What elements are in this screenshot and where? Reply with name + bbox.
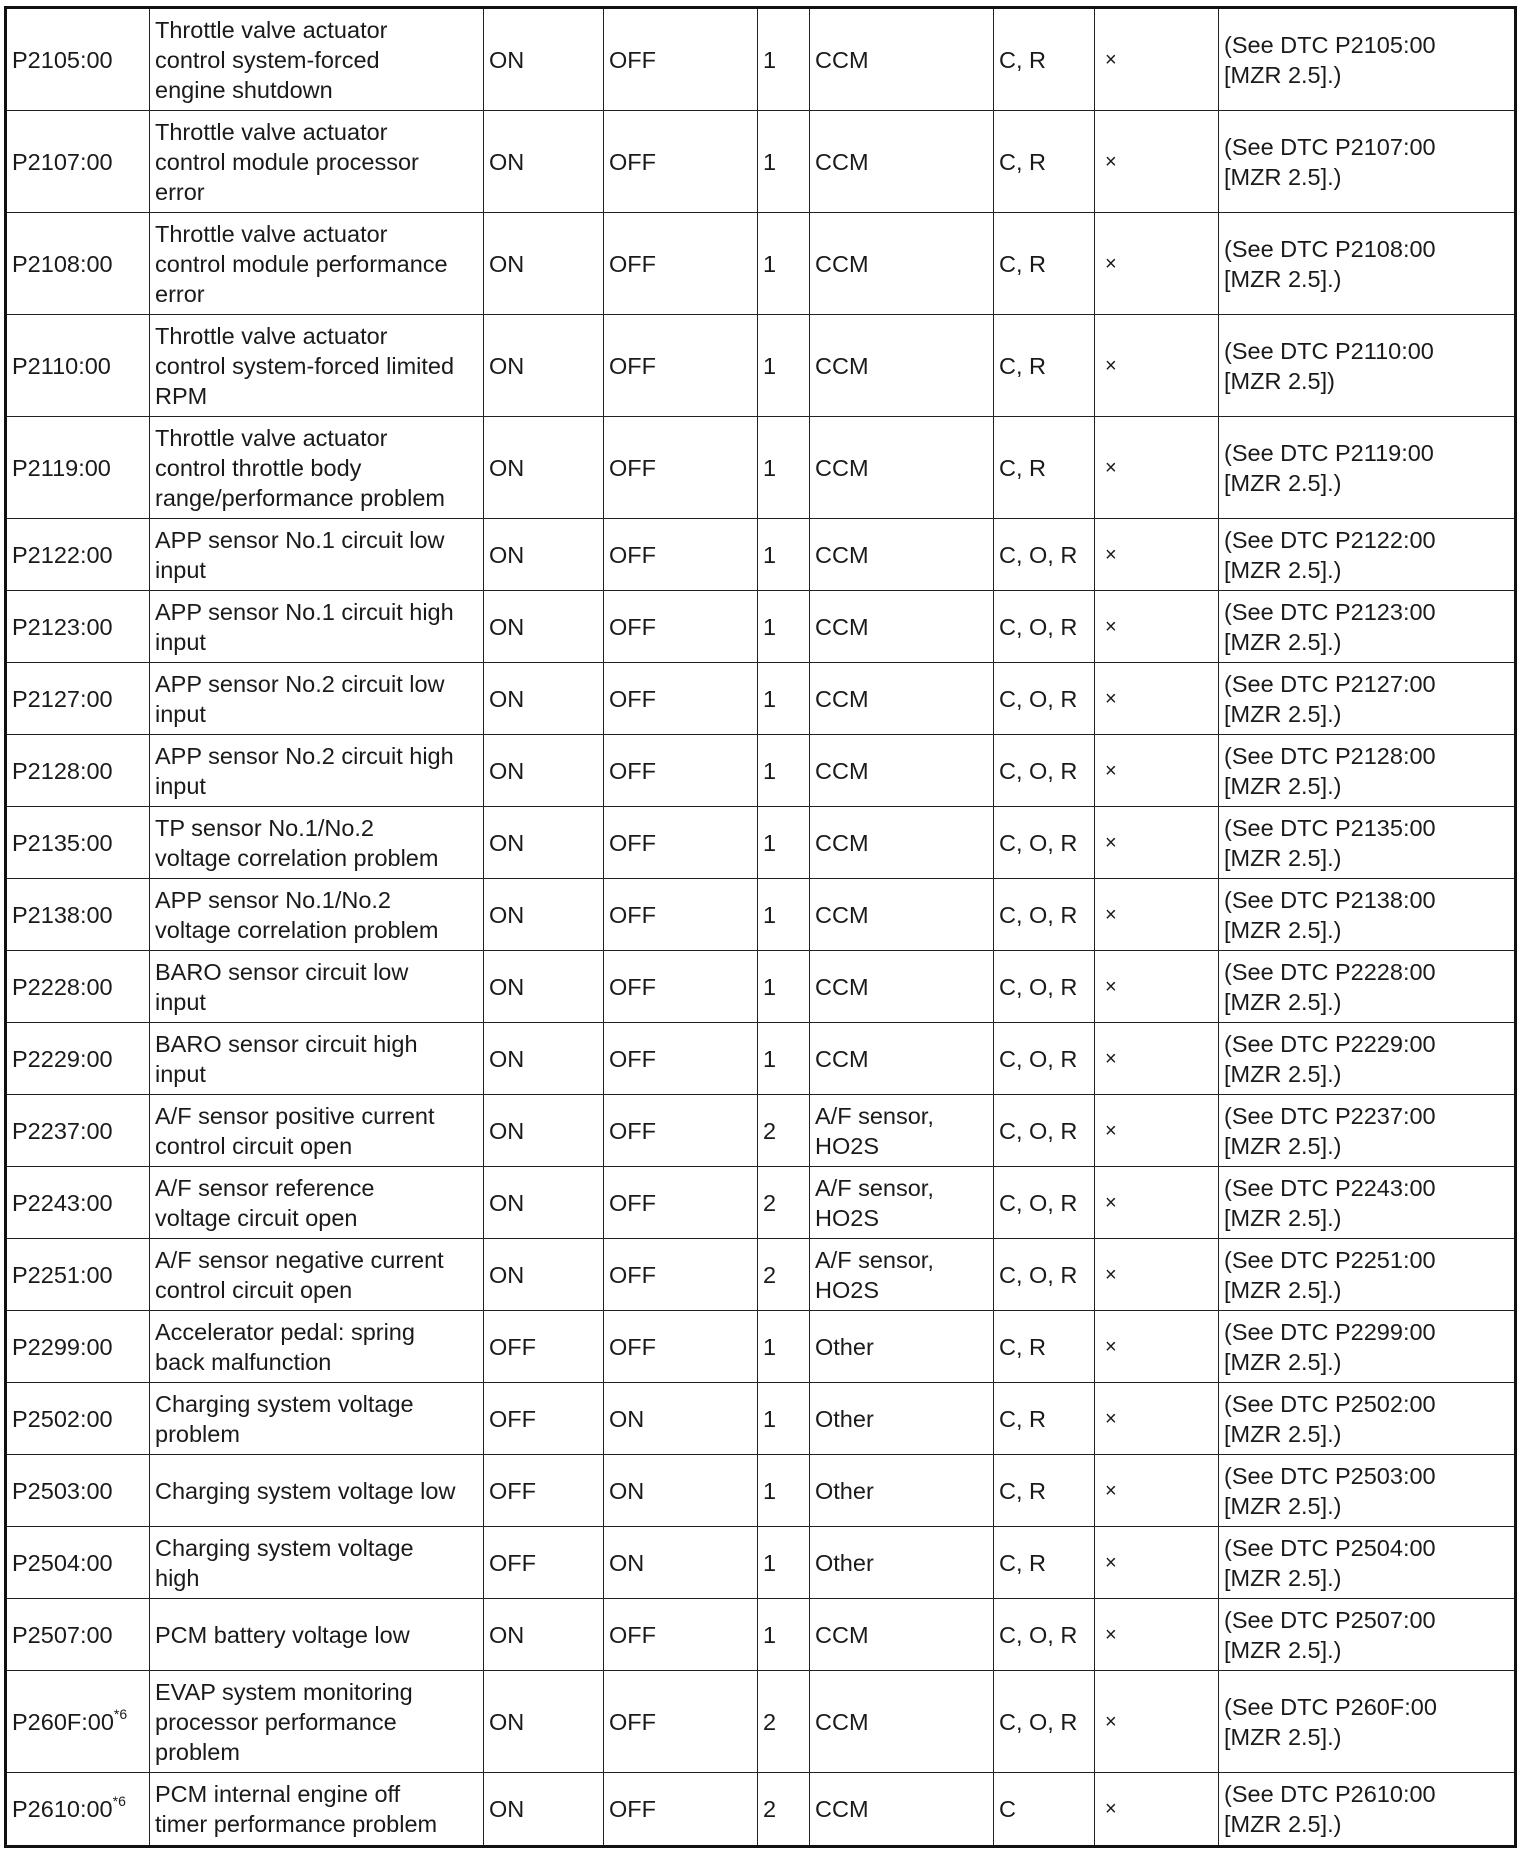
description-cell: BARO sensor circuit low input	[150, 951, 484, 1023]
table-row-P2122-00	[6, 519, 1516, 591]
reference-cell: (See DTC P2502:00 [MZR 2.5].)	[1219, 1383, 1516, 1455]
reference-cell: (See DTC P2127:00 [MZR 2.5].)	[1219, 663, 1516, 735]
memory-function-cell: ×	[1095, 1773, 1219, 1847]
dtc-code: P2299:00	[12, 1333, 113, 1360]
reference-cell: (See DTC P2229:00 [MZR 2.5].)	[1219, 1023, 1516, 1095]
self-test-type-cell: C, O, R	[994, 1671, 1095, 1773]
table-row-P2119-00	[6, 417, 1516, 519]
monitor-item-cell: A/F sensor, HO2S	[810, 1239, 994, 1311]
dtc-code: P2503:00	[12, 1477, 113, 1504]
monitor-item-cell: Other	[810, 1527, 994, 1599]
dtc-code: P2108:00	[12, 250, 113, 277]
dtc-code-cell	[6, 735, 150, 807]
self-test-type-cell: C, R	[994, 8, 1095, 111]
generator-light-cell: OFF	[604, 111, 758, 213]
generator-light-cell: OFF	[604, 663, 758, 735]
dtc-code-cell	[6, 1095, 150, 1167]
memory-function-cell: ×	[1095, 1599, 1219, 1671]
dtc-table-body	[6, 8, 1516, 1847]
dtc-code: P2122:00	[12, 541, 113, 568]
dtc-code-cell	[6, 1773, 150, 1847]
generator-light-cell: OFF	[604, 213, 758, 315]
mil-cell: OFF	[484, 1383, 604, 1455]
description-cell: BARO sensor circuit high input	[150, 1023, 484, 1095]
memory-function-cell: ×	[1095, 591, 1219, 663]
dtc-code-cell	[6, 951, 150, 1023]
description-cell: APP sensor No.1/No.2 voltage correlation problem	[150, 879, 484, 951]
memory-function-cell: ×	[1095, 8, 1219, 111]
memory-function-cell: ×	[1095, 879, 1219, 951]
generator-light-cell: OFF	[604, 591, 758, 663]
mil-cell: ON	[484, 111, 604, 213]
mil-cell: ON	[484, 1095, 604, 1167]
description-cell: Throttle valve actuator control system-forced engine shutdown	[150, 8, 484, 111]
dtc-code: P2107:00	[12, 148, 113, 175]
self-test-type-cell: C, O, R	[994, 519, 1095, 591]
dtc-code: P2123:00	[12, 613, 113, 640]
dtc-code: P2610:00	[12, 1796, 113, 1822]
dtc-code-cell	[6, 879, 150, 951]
monitor-item-cell: CCM	[810, 591, 994, 663]
mil-cell: ON	[484, 735, 604, 807]
dtc-code: P2138:00	[12, 901, 113, 928]
dtc-code-cell	[6, 1239, 150, 1311]
reference-cell: (See DTC P2110:00 [MZR 2.5])	[1219, 315, 1516, 417]
generator-light-cell: OFF	[604, 1599, 758, 1671]
reference-cell: (See DTC P2610:00 [MZR 2.5].)	[1219, 1773, 1516, 1847]
dtc-code-cell	[6, 591, 150, 663]
dtc-code-cell	[6, 663, 150, 735]
dtc-code: P2228:00	[12, 973, 113, 1000]
generator-light-cell: ON	[604, 1383, 758, 1455]
monitor-item-cell: Other	[810, 1311, 994, 1383]
drive-cycle-cell: 1	[758, 1599, 810, 1671]
reference-cell: (See DTC P2122:00 [MZR 2.5].)	[1219, 519, 1516, 591]
generator-light-cell: OFF	[604, 879, 758, 951]
reference-cell: (See DTC P2119:00 [MZR 2.5].)	[1219, 417, 1516, 519]
table-row-P2228-00	[6, 951, 1516, 1023]
drive-cycle-cell: 1	[758, 519, 810, 591]
drive-cycle-cell: 1	[758, 1311, 810, 1383]
monitor-item-cell: CCM	[810, 213, 994, 315]
table-row-P2110-00	[6, 315, 1516, 417]
drive-cycle-cell: 1	[758, 591, 810, 663]
table-row-P2135-00	[6, 807, 1516, 879]
dtc-table	[4, 6, 1517, 1848]
mil-cell: ON	[484, 417, 604, 519]
table-row-P260F-00	[6, 1671, 1516, 1773]
self-test-type-cell: C, O, R	[994, 879, 1095, 951]
description-cell: APP sensor No.1 circuit high input	[150, 591, 484, 663]
memory-function-cell: ×	[1095, 951, 1219, 1023]
table-row-P2108-00	[6, 213, 1516, 315]
mil-cell: ON	[484, 1167, 604, 1239]
table-row-P2243-00	[6, 1167, 1516, 1239]
mil-cell: ON	[484, 1023, 604, 1095]
mil-cell: ON	[484, 8, 604, 111]
description-cell: Throttle valve actuator control module processor error	[150, 111, 484, 213]
dtc-code-cell	[6, 519, 150, 591]
table-row-P2251-00	[6, 1239, 1516, 1311]
self-test-type-cell: C, O, R	[994, 951, 1095, 1023]
generator-light-cell: ON	[604, 1527, 758, 1599]
dtc-code-cell	[6, 807, 150, 879]
reference-cell: (See DTC P2507:00 [MZR 2.5].)	[1219, 1599, 1516, 1671]
reference-cell: (See DTC P2138:00 [MZR 2.5].)	[1219, 879, 1516, 951]
drive-cycle-cell: 2	[758, 1239, 810, 1311]
dtc-code-cell	[6, 417, 150, 519]
drive-cycle-cell: 1	[758, 807, 810, 879]
mil-cell: ON	[484, 1671, 604, 1773]
generator-light-cell: ON	[604, 1455, 758, 1527]
reference-cell: (See DTC P2228:00 [MZR 2.5].)	[1219, 951, 1516, 1023]
memory-function-cell: ×	[1095, 1311, 1219, 1383]
dtc-code: P2110:00	[12, 352, 111, 379]
memory-function-cell: ×	[1095, 735, 1219, 807]
memory-function-cell: ×	[1095, 1167, 1219, 1239]
monitor-item-cell: CCM	[810, 1671, 994, 1773]
memory-function-cell: ×	[1095, 519, 1219, 591]
drive-cycle-cell: 1	[758, 879, 810, 951]
self-test-type-cell: C, R	[994, 1455, 1095, 1527]
monitor-item-cell: CCM	[810, 663, 994, 735]
mil-cell: ON	[484, 213, 604, 315]
dtc-code-cell	[6, 111, 150, 213]
drive-cycle-cell: 1	[758, 663, 810, 735]
drive-cycle-cell: 2	[758, 1167, 810, 1239]
drive-cycle-cell: 1	[758, 8, 810, 111]
generator-light-cell: OFF	[604, 1167, 758, 1239]
memory-function-cell: ×	[1095, 1383, 1219, 1455]
memory-function-cell: ×	[1095, 417, 1219, 519]
monitor-item-cell: CCM	[810, 951, 994, 1023]
table-row-P2237-00	[6, 1095, 1516, 1167]
table-row-P2610-00	[6, 1773, 1516, 1847]
monitor-item-cell: Other	[810, 1455, 994, 1527]
generator-light-cell: OFF	[604, 951, 758, 1023]
drive-cycle-cell: 1	[758, 1455, 810, 1527]
dtc-code: P2243:00	[12, 1189, 113, 1216]
description-cell: APP sensor No.2 circuit high input	[150, 735, 484, 807]
table-row-P2229-00	[6, 1023, 1516, 1095]
table-row-P2507-00	[6, 1599, 1516, 1671]
generator-light-cell: OFF	[604, 807, 758, 879]
dtc-code-cell	[6, 315, 150, 417]
description-cell: Accelerator pedal: spring back malfunction	[150, 1311, 484, 1383]
description-cell: TP sensor No.1/No.2 voltage correlation problem	[150, 807, 484, 879]
memory-function-cell: ×	[1095, 213, 1219, 315]
self-test-type-cell: C	[994, 1773, 1095, 1847]
table-row-P2128-00	[6, 735, 1516, 807]
memory-function-cell: ×	[1095, 1095, 1219, 1167]
generator-light-cell: OFF	[604, 1311, 758, 1383]
drive-cycle-cell: 1	[758, 1527, 810, 1599]
reference-cell: (See DTC P2128:00 [MZR 2.5].)	[1219, 735, 1516, 807]
table-row-P2123-00	[6, 591, 1516, 663]
mil-cell: ON	[484, 591, 604, 663]
dtc-code: P2127:00	[12, 685, 113, 712]
generator-light-cell: OFF	[604, 1095, 758, 1167]
monitor-item-cell: CCM	[810, 1599, 994, 1671]
self-test-type-cell: C, R	[994, 111, 1095, 213]
generator-light-cell: OFF	[604, 1671, 758, 1773]
mil-cell: ON	[484, 1599, 604, 1671]
dtc-code: P260F:00	[12, 1708, 114, 1735]
table-row-P2299-00	[6, 1311, 1516, 1383]
memory-function-cell: ×	[1095, 1023, 1219, 1095]
drive-cycle-cell: 1	[758, 315, 810, 417]
generator-light-cell: OFF	[604, 735, 758, 807]
monitor-item-cell: CCM	[810, 111, 994, 213]
monitor-item-cell: CCM	[810, 807, 994, 879]
monitor-item-cell: A/F sensor, HO2S	[810, 1167, 994, 1239]
footnote-mark: *6	[113, 1705, 128, 1722]
generator-light-cell: OFF	[604, 417, 758, 519]
mil-cell: OFF	[484, 1311, 604, 1383]
dtc-code-cell	[6, 1311, 150, 1383]
monitor-item-cell: A/F sensor, HO2S	[810, 1095, 994, 1167]
dtc-code-cell	[6, 8, 150, 111]
generator-light-cell: OFF	[604, 1239, 758, 1311]
drive-cycle-cell: 1	[758, 735, 810, 807]
description-cell: Charging system voltage problem	[150, 1383, 484, 1455]
self-test-type-cell: C, R	[994, 1311, 1095, 1383]
memory-function-cell: ×	[1095, 1455, 1219, 1527]
drive-cycle-cell: 1	[758, 1383, 810, 1455]
footnote-mark: *6	[112, 1793, 126, 1810]
table-row-P2502-00	[6, 1383, 1516, 1455]
reference-cell: (See DTC P2108:00 [MZR 2.5].)	[1219, 213, 1516, 315]
self-test-type-cell: C, O, R	[994, 1023, 1095, 1095]
description-cell: A/F sensor reference voltage circuit open	[150, 1167, 484, 1239]
generator-light-cell: OFF	[604, 1023, 758, 1095]
dtc-code: P2105:00	[12, 46, 113, 73]
description-cell: Charging system voltage low	[150, 1455, 484, 1527]
description-cell: PCM battery voltage low	[150, 1599, 484, 1671]
mil-cell: ON	[484, 519, 604, 591]
description-cell: EVAP system monitoring processor performance problem	[150, 1671, 484, 1773]
monitor-item-cell: CCM	[810, 1023, 994, 1095]
self-test-type-cell: C, O, R	[994, 735, 1095, 807]
description-cell: APP sensor No.2 circuit low input	[150, 663, 484, 735]
reference-cell: (See DTC P2123:00 [MZR 2.5].)	[1219, 591, 1516, 663]
dtc-code-cell	[6, 1383, 150, 1455]
dtc-table-container	[4, 6, 1514, 1848]
reference-cell: (See DTC P2105:00 [MZR 2.5].)	[1219, 8, 1516, 111]
drive-cycle-cell: 1	[758, 417, 810, 519]
self-test-type-cell: C, O, R	[994, 591, 1095, 663]
dtc-code: P2135:00	[12, 829, 113, 856]
reference-cell: (See DTC P2251:00 [MZR 2.5].)	[1219, 1239, 1516, 1311]
description-cell: A/F sensor positive current control circuit open	[150, 1095, 484, 1167]
self-test-type-cell: C, R	[994, 1527, 1095, 1599]
table-row-P2504-00	[6, 1527, 1516, 1599]
monitor-item-cell: CCM	[810, 315, 994, 417]
reference-cell: (See DTC P2504:00 [MZR 2.5].)	[1219, 1527, 1516, 1599]
mil-cell: ON	[484, 663, 604, 735]
dtc-code: P2128:00	[12, 757, 113, 784]
dtc-code-cell	[6, 1671, 150, 1773]
memory-function-cell: ×	[1095, 315, 1219, 417]
drive-cycle-cell: 1	[758, 1023, 810, 1095]
description-cell: Throttle valve actuator control throttle body range/performance problem	[150, 417, 484, 519]
memory-function-cell: ×	[1095, 1239, 1219, 1311]
memory-function-cell: ×	[1095, 1527, 1219, 1599]
table-row-P2503-00	[6, 1455, 1516, 1527]
mil-cell: ON	[484, 807, 604, 879]
dtc-code: P2507:00	[12, 1621, 113, 1648]
monitor-item-cell: CCM	[810, 1773, 994, 1847]
drive-cycle-cell: 1	[758, 111, 810, 213]
mil-cell: ON	[484, 1239, 604, 1311]
description-cell: Charging system voltage high	[150, 1527, 484, 1599]
generator-light-cell: OFF	[604, 8, 758, 111]
description-cell: Throttle valve actuator control module performance error	[150, 213, 484, 315]
mil-cell: ON	[484, 951, 604, 1023]
mil-cell: OFF	[484, 1455, 604, 1527]
table-row-P2107-00	[6, 111, 1516, 213]
monitor-item-cell: Other	[810, 1383, 994, 1455]
memory-function-cell: ×	[1095, 663, 1219, 735]
dtc-code: P2229:00	[12, 1045, 113, 1072]
table-row-P2105-00	[6, 8, 1516, 111]
monitor-item-cell: CCM	[810, 417, 994, 519]
self-test-type-cell: C, O, R	[994, 1095, 1095, 1167]
mil-cell: ON	[484, 1773, 604, 1847]
dtc-code-cell	[6, 1527, 150, 1599]
generator-light-cell: OFF	[604, 1773, 758, 1847]
generator-light-cell: OFF	[604, 519, 758, 591]
self-test-type-cell: C, O, R	[994, 1239, 1095, 1311]
drive-cycle-cell: 1	[758, 951, 810, 1023]
dtc-code-cell	[6, 1167, 150, 1239]
self-test-type-cell: C, R	[994, 417, 1095, 519]
drive-cycle-cell: 2	[758, 1095, 810, 1167]
self-test-type-cell: C, R	[994, 315, 1095, 417]
self-test-type-cell: C, R	[994, 1383, 1095, 1455]
drive-cycle-cell: 1	[758, 213, 810, 315]
memory-function-cell: ×	[1095, 1671, 1219, 1773]
mil-cell: OFF	[484, 1527, 604, 1599]
self-test-type-cell: C, O, R	[994, 1599, 1095, 1671]
description-cell: A/F sensor negative current control circuit open	[150, 1239, 484, 1311]
dtc-code: P2502:00	[12, 1405, 113, 1432]
dtc-code-cell	[6, 1455, 150, 1527]
self-test-type-cell: C, O, R	[994, 663, 1095, 735]
memory-function-cell: ×	[1095, 807, 1219, 879]
monitor-item-cell: CCM	[810, 735, 994, 807]
description-cell: PCM internal engine off timer performance problem	[150, 1773, 484, 1847]
description-cell: APP sensor No.1 circuit low input	[150, 519, 484, 591]
reference-cell: (See DTC P2299:00 [MZR 2.5].)	[1219, 1311, 1516, 1383]
table-row-P2127-00	[6, 663, 1516, 735]
generator-light-cell: OFF	[604, 315, 758, 417]
monitor-item-cell: CCM	[810, 879, 994, 951]
dtc-code: P2504:00	[12, 1549, 113, 1576]
reference-cell: (See DTC P2107:00 [MZR 2.5].)	[1219, 111, 1516, 213]
dtc-code-cell	[6, 213, 150, 315]
reference-cell: (See DTC P2237:00 [MZR 2.5].)	[1219, 1095, 1516, 1167]
monitor-item-cell: CCM	[810, 8, 994, 111]
reference-cell: (See DTC P260F:00 [MZR 2.5].)	[1219, 1671, 1516, 1773]
dtc-code: P2119:00	[12, 454, 111, 481]
reference-cell: (See DTC P2243:00 [MZR 2.5].)	[1219, 1167, 1516, 1239]
description-cell: Throttle valve actuator control system-forced limited RPM	[150, 315, 484, 417]
memory-function-cell: ×	[1095, 111, 1219, 213]
reference-cell: (See DTC P2503:00 [MZR 2.5].)	[1219, 1455, 1516, 1527]
mil-cell: ON	[484, 315, 604, 417]
dtc-code-cell	[6, 1023, 150, 1095]
self-test-type-cell: C, R	[994, 213, 1095, 315]
dtc-code-cell	[6, 1599, 150, 1671]
drive-cycle-cell: 2	[758, 1671, 810, 1773]
monitor-item-cell: CCM	[810, 519, 994, 591]
dtc-code: P2251:00	[12, 1261, 113, 1288]
reference-cell: (See DTC P2135:00 [MZR 2.5].)	[1219, 807, 1516, 879]
table-row-P2138-00	[6, 879, 1516, 951]
mil-cell: ON	[484, 879, 604, 951]
drive-cycle-cell: 2	[758, 1773, 810, 1847]
self-test-type-cell: C, O, R	[994, 807, 1095, 879]
dtc-code: P2237:00	[12, 1117, 113, 1144]
self-test-type-cell: C, O, R	[994, 1167, 1095, 1239]
